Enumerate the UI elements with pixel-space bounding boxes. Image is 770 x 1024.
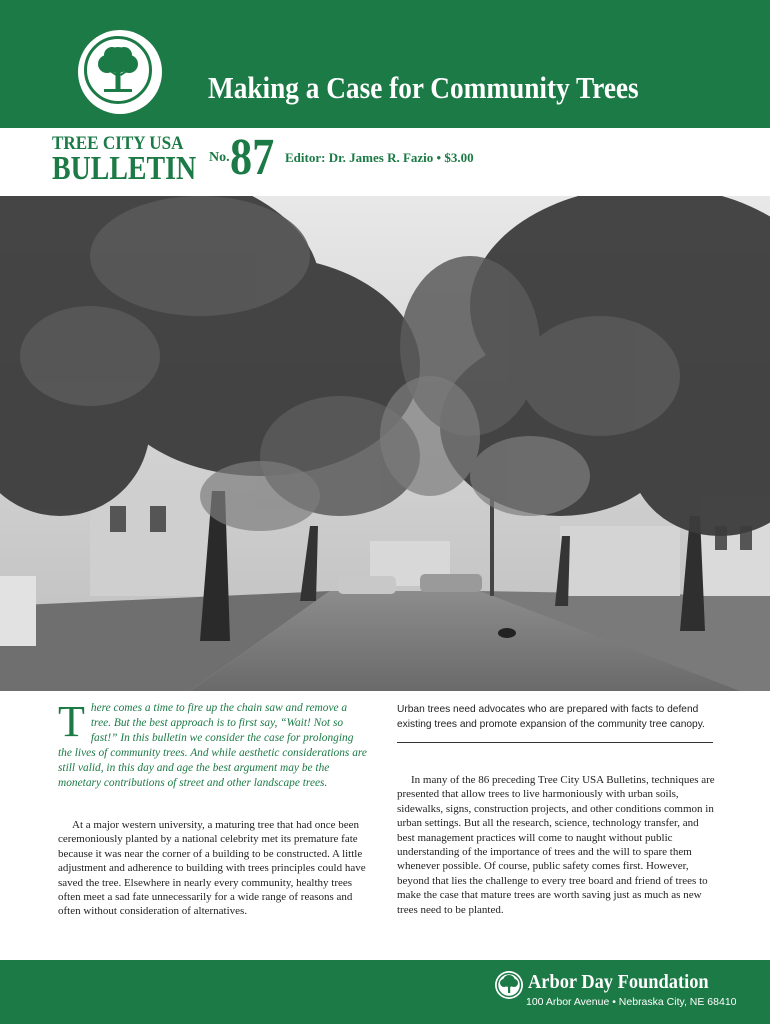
tree-icon	[90, 42, 146, 98]
foundation-address: 100 Arbor Avenue • Nebraska City, NE 68410	[526, 996, 737, 1008]
brand-tree-city-usa: TREE CITY USA	[52, 133, 184, 154]
callout-text: Urban trees need advocates who are prepared with facts to defend existing trees and promote expansion of the community tree canopy.	[397, 704, 705, 730]
body-paragraph-right: In many of the 86 preceding Tree City USA Bulletins, techniques are presented that allow trees to live harmoniously with urban soils, sidewalks, signs, construction projects, and other conditions common in urban settings. But all the research, science, technology transfer, and best management practices will come to naught without public understanding of the importance of trees and the will to spare them whenever possible. Of course, public safety comes first. However, beyond that lies the challenge to every tree board and friend of trees to make the case that mature trees are worth saving just as much as new trees need to be planted.	[397, 774, 715, 916]
brand-bulletin: BULLETIN	[52, 150, 197, 187]
bulletin-number: 87	[230, 129, 275, 186]
foundation-name: Arbor Day Foundation	[528, 971, 709, 993]
page-title: Making a Case for Community Trees	[208, 70, 639, 105]
tree-circle-icon	[494, 970, 524, 1000]
editor-line: Editor: Dr. James R. Fazio • $3.00	[285, 150, 474, 165]
callout-divider	[397, 742, 713, 743]
street-photo	[0, 196, 770, 691]
bulletin-number-label: No.	[209, 150, 230, 165]
intro-text: here comes a time to fire up the chain saw and remove a tree. But the best approach is to first say, “Wait! Not so fast!” In this bulletin we consider the case for prolonging the lives of community trees. And while aesthetic considerations are still valid, in this day and age the best argument may be the monetary contributions of street and other landscape trees.	[58, 702, 367, 789]
drop-cap: T	[58, 697, 85, 746]
intro-paragraph	[58, 697, 370, 791]
street-scene	[0, 196, 770, 691]
body-paragraph-left: At a major western university, a maturing tree that had once been ceremoniously planted by a national celebrity met its premature fate because it was near the corner of a building to be constructed. A little adjustment and adherence to building with trees principles could have saved the tree. Elsewhere in nearly every community, healthy trees often meet a sad fate unnecessarily for a wide range of reasons and often without consideration of alternatives.	[58, 819, 366, 918]
